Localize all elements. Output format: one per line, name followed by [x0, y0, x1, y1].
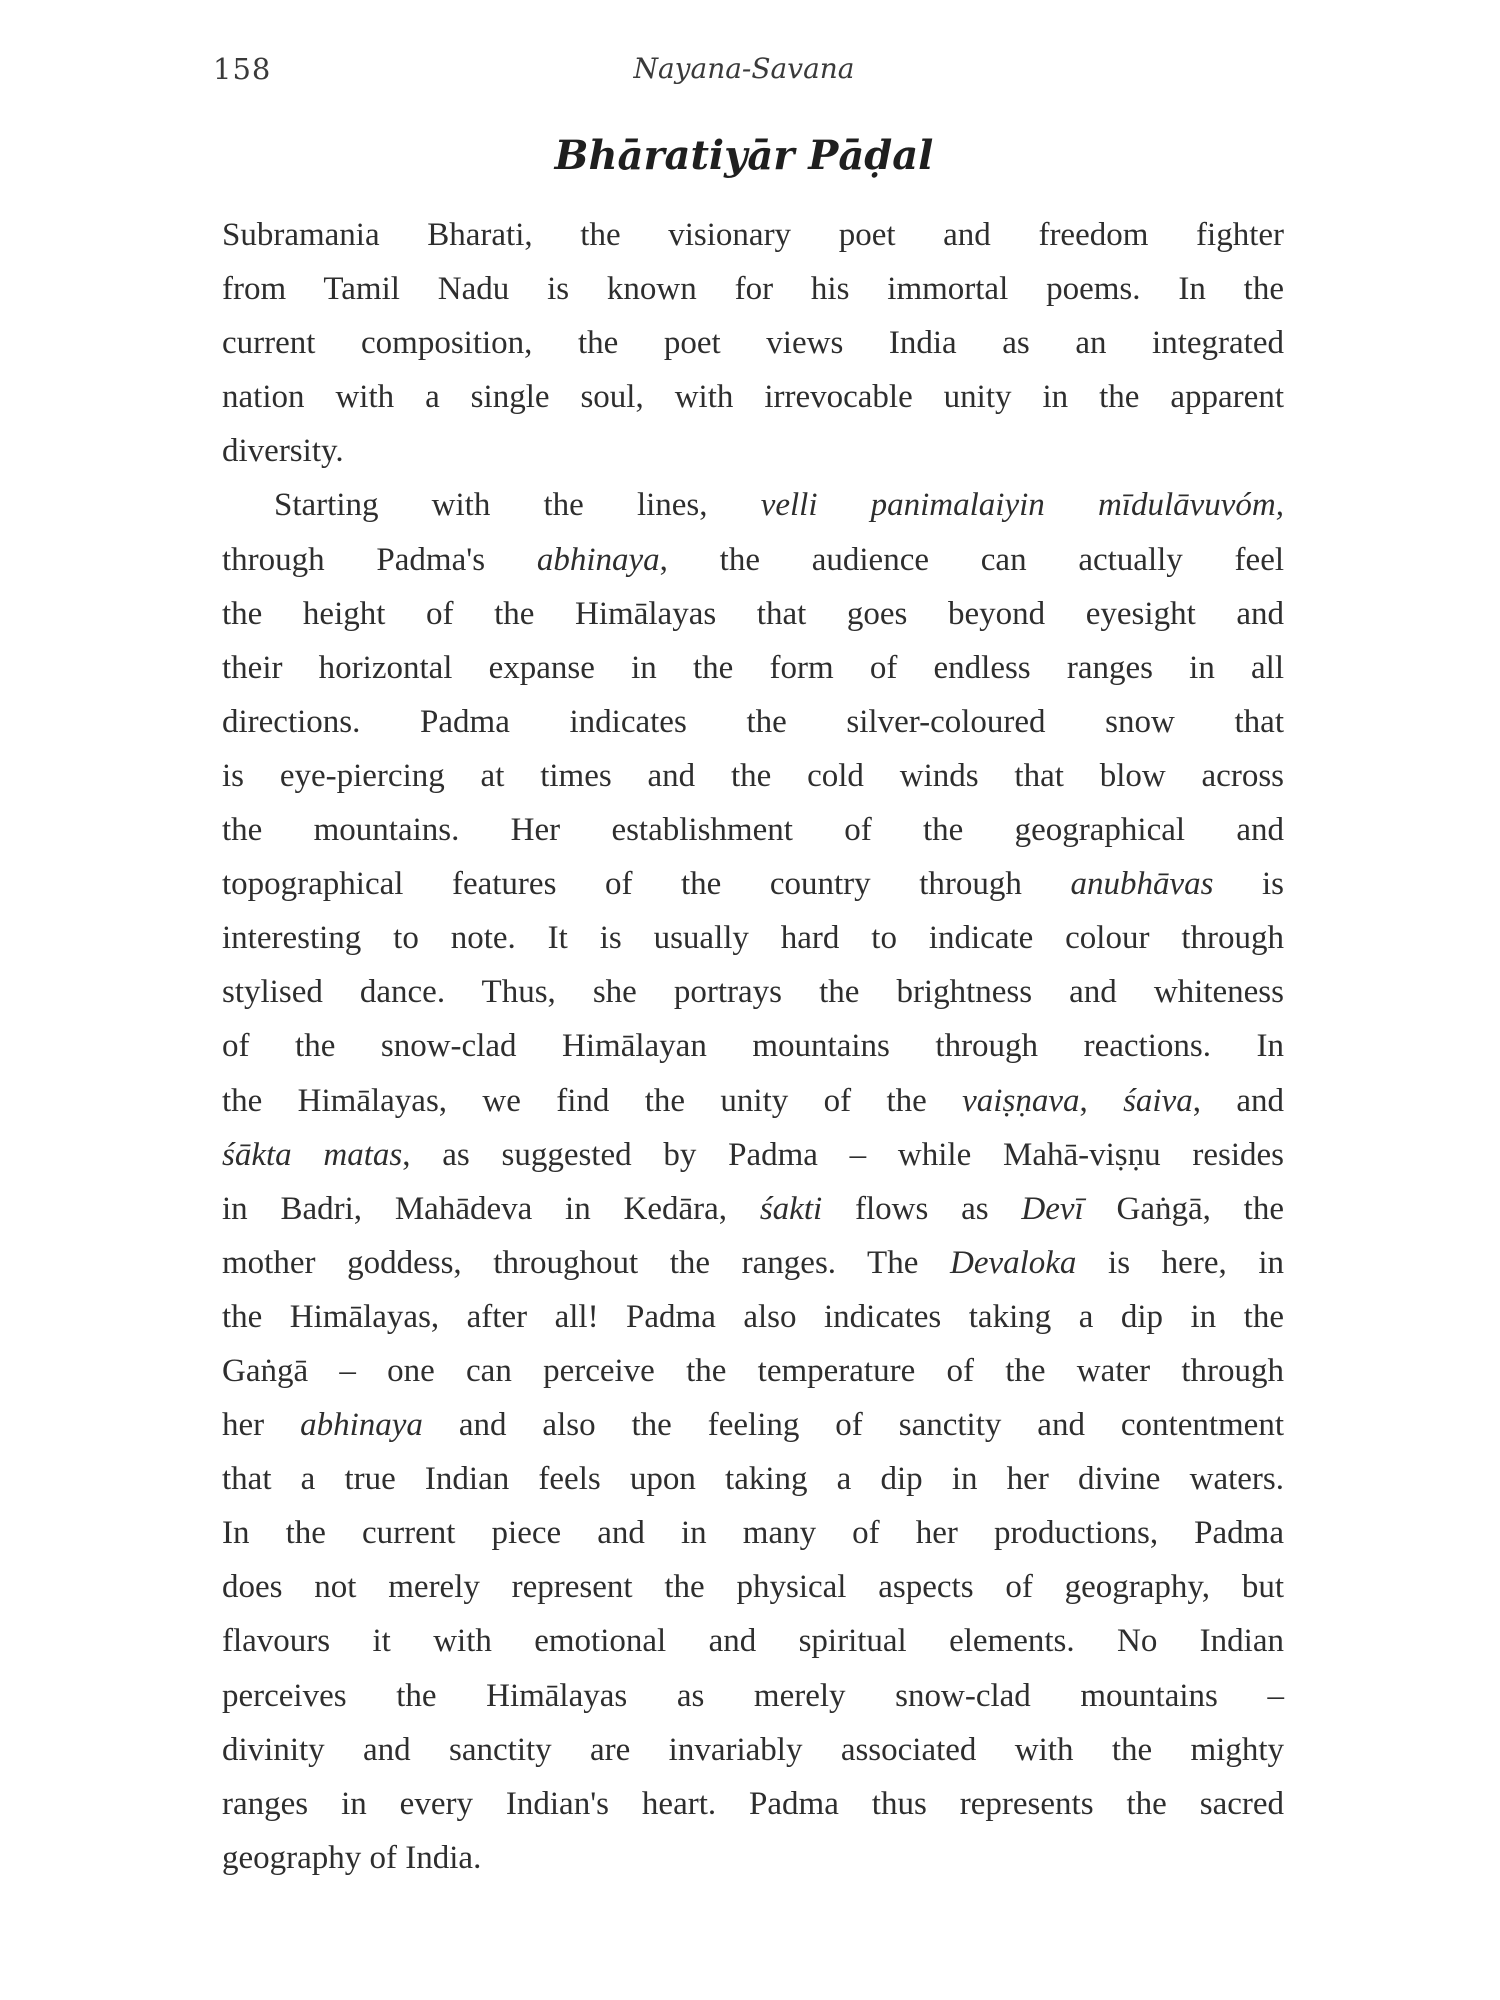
text-run: through Padma's — [222, 541, 537, 578]
text-run: and also the feeling of sanctity and contentment — [422, 1407, 1284, 1444]
text-line: Subramania Bharati, the visionary poet and freedom fighter — [222, 217, 1284, 253]
text-line: does not merely represent the physical aspects of geography, but — [222, 1569, 1284, 1606]
text-line: geography of India. — [222, 1839, 482, 1876]
text-line — [222, 1236, 1284, 1290]
text-run: flows as — [822, 1190, 1022, 1227]
italic-term: śākta matas — [222, 1136, 403, 1173]
text-line: interesting to note. It is usually hard to indicate colour through — [222, 920, 1284, 957]
text-line: perceives the Himālayas as merely snow-clad mountains – — [222, 1677, 1284, 1714]
text-line: that a true Indian feels upon taking a dip in her divine waters. — [222, 1461, 1284, 1498]
text-line: from Tamil Nadu is known for his immortal poems. In the — [222, 271, 1284, 308]
text-run: the Himālayas, we find the unity of the — [222, 1082, 963, 1119]
text-line — [222, 1128, 1284, 1182]
italic-term: vaiṣṇava — [962, 1082, 1080, 1119]
text-line — [222, 857, 1284, 911]
text-line: Gaṅgā – one can perceive the temperature of the water through — [222, 1352, 1284, 1389]
text-line: nation with a single soul, with irrevocable unity in the apparent — [222, 379, 1284, 416]
text-run: is here, in — [1076, 1244, 1284, 1281]
text-line: diversity. — [222, 433, 344, 470]
text-line: their horizontal expanse in the form of endless ranges in all — [222, 649, 1284, 686]
text-line — [222, 1182, 1284, 1236]
text-line: the mountains. Her establishment of the geographical and — [222, 812, 1284, 849]
text-line: directions. Padma indicates the silver-coloured snow that — [222, 703, 1284, 740]
text-line: divinity and sanctity are invariably associated with the mighty — [222, 1731, 1284, 1768]
text-line: current composition, the poet views India as an integrated — [222, 325, 1284, 362]
italic-term: śakti — [759, 1190, 823, 1227]
italic-term: Devaloka — [949, 1244, 1077, 1281]
running-head — [213, 52, 1275, 102]
italic-term: śaiva — [1123, 1082, 1193, 1119]
text-line: flavours it with emotional and spiritual elements. No Indian — [222, 1623, 1284, 1660]
italic-term: velli panimalaiyin mīdulāvuvóm, — [760, 487, 1284, 524]
text-run: Starting with the lines, — [274, 487, 761, 524]
page-number: 158 — [213, 52, 272, 86]
text-run: , — [1079, 1082, 1124, 1119]
section-heading: Bhāratiyār Pāḍal — [554, 132, 934, 179]
text-line: is eye-piercing at times and the cold winds that blow across — [222, 757, 1284, 794]
text-line: In the current piece and in many of her productions, Padma — [222, 1515, 1284, 1552]
text-line: of the snow-clad Himālayan mountains through reactions. In — [222, 1028, 1284, 1065]
text-run: Gaṅgā, the — [1083, 1190, 1284, 1227]
text-line: the Himālayas, after all! Padma also indicates taking a dip in the — [222, 1298, 1284, 1335]
text-line: the height of the Himālayas that goes beyond eyesight and — [222, 595, 1284, 632]
text-line: ranges in every Indian's heart. Padma thus represents the sacred — [222, 1785, 1284, 1822]
text-run: , the audience can actually feel — [659, 541, 1285, 578]
body-text — [222, 208, 1284, 1885]
running-title: Nayana-Savana — [633, 52, 855, 85]
text-run: in Badri, Mahādeva in Kedāra, — [222, 1190, 760, 1227]
text-line — [222, 1398, 1284, 1452]
text-line — [222, 1074, 1284, 1128]
text-line — [222, 478, 1284, 532]
text-line: stylised dance. Thus, she portrays the brightness and whiteness — [222, 974, 1284, 1011]
text-line — [222, 533, 1284, 587]
text-run: , and — [1192, 1082, 1285, 1119]
text-run: is — [1213, 866, 1284, 903]
text-run: , as suggested by Padma – while Mahā-viṣṇu resides — [402, 1136, 1284, 1173]
italic-term: abhinaya — [300, 1407, 423, 1444]
text-run: mother goddess, throughout the ranges. The — [222, 1244, 950, 1281]
italic-term: abhinaya — [536, 541, 660, 578]
text-run: her — [222, 1407, 301, 1444]
italic-term: anubhāvas — [1070, 866, 1214, 903]
text-run: topographical features of the country through — [222, 866, 1071, 903]
italic-term: Devī — [1021, 1190, 1084, 1227]
